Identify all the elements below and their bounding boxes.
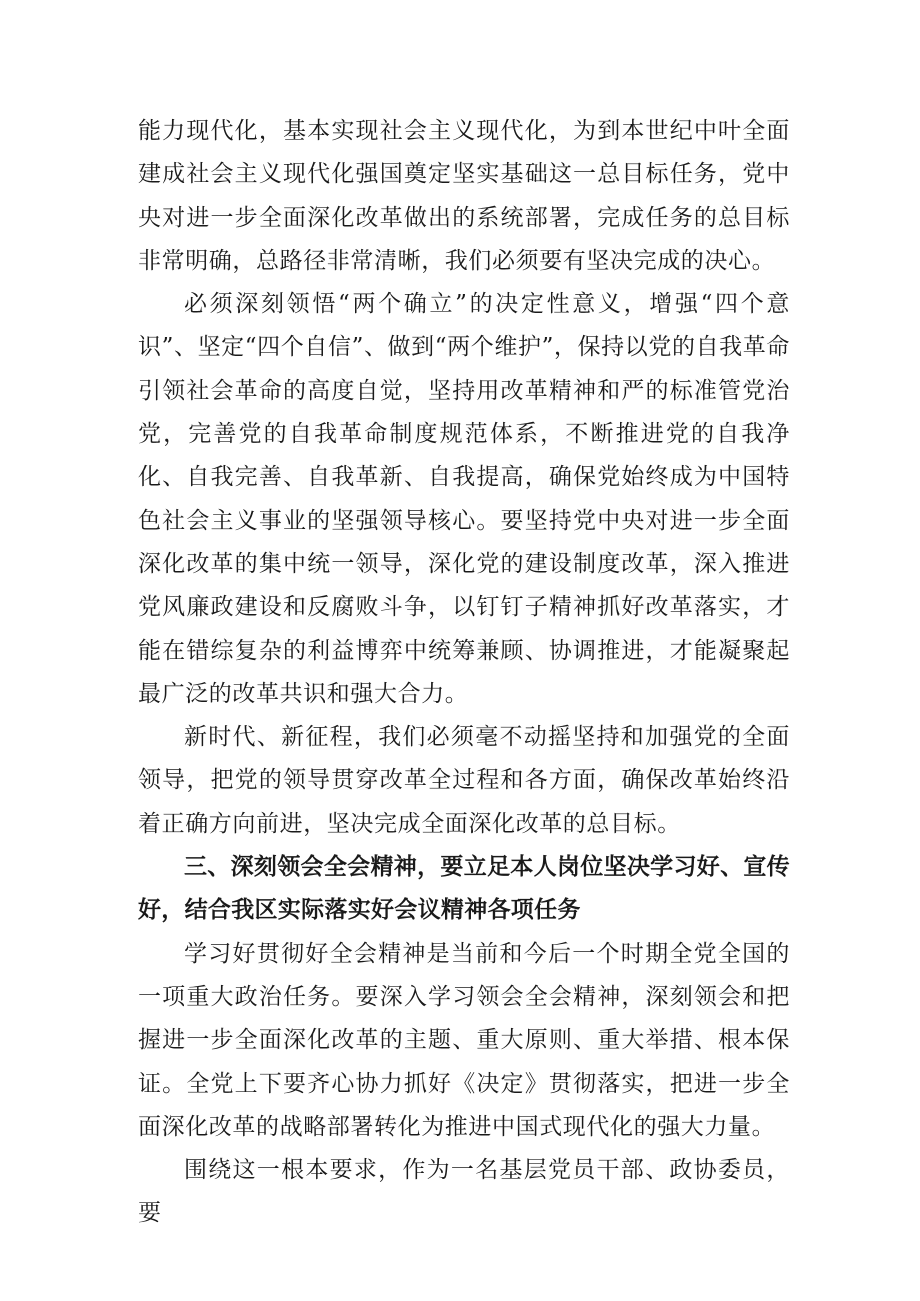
paragraph-continuation: 能力现代化，基本实现社会主义现代化，为到本世纪中叶全面建成社会主义现代化强国奠定坚实基础这一总目标任务，党中央对进一步全面深化改革做出的系统部署，完成任务的总目标非常明确，总路径非常清晰，我们必须要有坚决完成的决心。	[138, 118, 790, 274]
paragraph-study-plenary: 学习好贯彻好全会精神是当前和今后一个时期全党全国的一项重大政治任务。要深入学习领会全会精神，深刻领会和把握进一步全面深化改革的主题、重大原则、重大举措、根本保证。全党上下要齐心协力抓好《决定》贯彻落实，把进一步全面深化改革的战略部署转化为推进中国式现代化的强大力量。	[138, 940, 790, 1140]
section-heading-three: 三、深刻领会全会精神，要立足本人岗位坚决学习好、宣传好，结合我区实际落实好会议精神各项任务	[138, 854, 790, 924]
paragraph-new-era: 新时代、新征程，我们必须毫不动摇坚持和加强党的全面领导，把党的领导贯穿改革全过程和各方面，确保改革始终沿着正确方向前进，坚决完成全面深化改革的总目标。	[138, 724, 790, 837]
document-body	[138, 110, 790, 1236]
paragraph-two-establishments: 必须深刻领悟“两个确立”的决定性意义，增强“四个意识”、坚定“四个自信”、做到“两个维护”，保持以党的自我革命引领社会革命的高度自觉，坚持用改革精神和严的标准管党治党，完善党的自我革命制度规范体系，不断推进党的自我净化、自我完善、自我革新、自我提高，确保党始终成为中国特色社会主义事业的坚强领导核心。要坚持党中央对进一步全面深化改革的集中统一领导，深化党的建设制度改革，深入推进党风廉政建设和反腐败斗争，以钉钉子精神抓好改革落实，才能在错综复杂的利益博弈中统筹兼顾、协调推进，才能凝聚起最广泛的改革共识和强大合力。	[138, 291, 790, 707]
paragraph-fundamental-requirement: 围绕这一根本要求，作为一名基层党员干部、政协委员，要	[138, 1157, 790, 1227]
